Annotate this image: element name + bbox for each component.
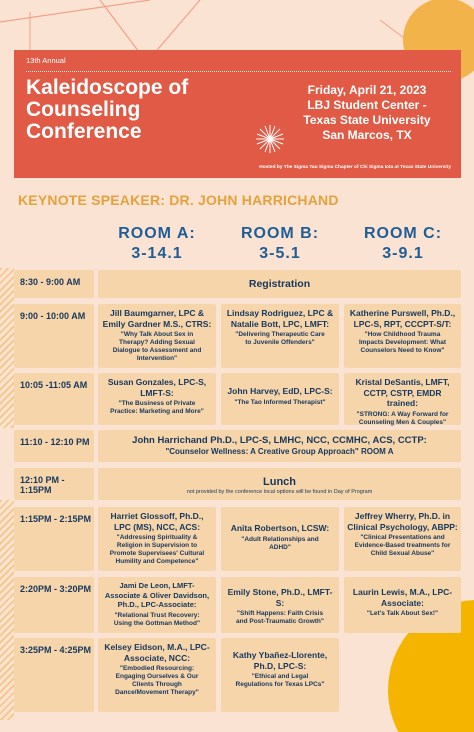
speaker-name: Harriet Glossoff, Ph.D., LPC (MS), NCC, ACS:: [110, 511, 204, 532]
time-slot: 1:15PM - 2:15PM: [14, 507, 94, 571]
time-slot: 9:00 - 10:00 AM: [14, 304, 94, 368]
session-topic: "Adult Relationships and ADHD": [241, 535, 319, 551]
session-cell: [344, 507, 461, 571]
speaker-name: Anita Robertson, LCSW:: [230, 523, 330, 533]
session-cell: [98, 507, 216, 571]
speaker-name: Katherine Purswell, Ph.D., LPC-S, RPT, CCCPT-S/T:: [349, 308, 456, 329]
session-topic: "Addressing Spirituality & Religion in Supervision to Promote Supervisees' Cultural Humility and Competence": [109, 534, 205, 565]
conference-title: Kaleidoscope of Counseling Conference: [26, 76, 189, 143]
session-topic: "Delivering Therapeutic Care to Juvenile Offenders": [235, 331, 325, 346]
speaker-name: Kelsey Eidson, M.A., LPC- Associate, NCC:: [104, 642, 210, 663]
session-cell: [98, 373, 216, 425]
host-credit: Hosted by The Sigma Tau Sigma Chapter of Chi Sigma Iota at Texas State University: [259, 165, 451, 170]
keynote-topic: "Counselor Wellness: A Creative Group Approach" ROOM A: [165, 447, 394, 456]
hatched-decoration: [0, 268, 14, 428]
session-cell: [98, 577, 216, 633]
session-cell: [344, 577, 461, 633]
session-topic: "STRONG: A Way Forward for Counseling Men & Couples": [356, 410, 449, 426]
session-topic: "Relational Trust Recovery: Using the Gottman Method": [113, 611, 201, 627]
time-slot: 12:10 PM - 1:15PM: [14, 468, 94, 500]
session-topic: "The Business of Private Practice: Marketing and More": [110, 400, 204, 415]
sunburst-icon: [255, 124, 285, 154]
session-topic: "Ethical and Legal Regulations for Texas LPCs": [235, 673, 325, 688]
session-topic: "The Tao Informed Therapist": [234, 398, 326, 406]
session-cell: [344, 304, 461, 368]
time-slot: 10:05 -11:05 AM: [14, 373, 94, 425]
session-cell: [98, 638, 216, 712]
session-topic: "Shift Happens: Faith Crisis and Post-Traumatic Growth": [236, 610, 324, 625]
time-slot: 2:20PM - 3:20PM: [14, 577, 94, 633]
lunch-note: not provided by the conference local options will be found in Day of Program: [186, 489, 373, 495]
session-cell: [221, 577, 339, 633]
session-cell: [98, 304, 216, 368]
speaker-name: Susan Gonzales, LPC-S, LMFT-S:: [107, 377, 207, 398]
lunch-cell: [98, 468, 461, 500]
room-a-heading: ROOM A: 3-14.1: [118, 225, 196, 262]
session-cell: [344, 373, 461, 425]
speaker-name: Lindsay Rodriguez, LPC & Natalie Bott, LPC, LMFT:: [226, 308, 334, 329]
keynote-session-cell: [98, 430, 461, 462]
time-slot: 8:30 - 9:00 AM: [14, 270, 94, 298]
session-cell: [221, 304, 339, 368]
session-topic: "How Childhood Trauma Impacts Development: What Counselors Need to Know": [358, 331, 447, 354]
keynote-speaker: John Harrichand Ph.D., LPC-S, LMHC, NCC, CCMHC, ACS, CCTP:: [132, 435, 427, 446]
speaker-name: Jeffrey Wherry, Ph.D. in Clinical Psychology, ABPP:: [347, 511, 458, 532]
date-location: Friday, April 21, 2023 LBJ Student Center - Texas State University San Marcos, TX: [303, 83, 431, 142]
session-topic: "Clinical Presentations and Evidence-Based treatments for Child Sexual Abuse": [354, 534, 451, 557]
time-slot: 11:10 - 12:10 PM: [14, 430, 94, 462]
speaker-name: Kathy Ybañez-Llorente, Ph.D, LPC-S:: [232, 650, 328, 671]
session-topic: "Let's Talk About Sex!": [366, 610, 439, 617]
time-slot: 3:25PM - 4:25PM: [14, 638, 94, 712]
hatched-decoration: [0, 500, 14, 720]
speaker-name: Kristal DeSantis, LMFT, CCTP, CSTP, EMDR trained:: [355, 377, 450, 408]
room-b-heading: ROOM B: 3-5.1: [240, 225, 320, 262]
line-decoration: [30, 12, 420, 50]
speaker-name: Laurin Lewis, M.A., LPC- Associate:: [352, 587, 453, 608]
header-banner: [14, 50, 461, 178]
speaker-name: Jill Baumgarner, LPC & Emily Gardner M.S., CTRS:: [102, 308, 212, 329]
keynote-heading: KEYNOTE SPEAKER: DR. JOHN HARRICHAND: [18, 192, 339, 208]
session-cell: [221, 507, 339, 571]
session-cell: [221, 373, 339, 425]
room-c-heading: ROOM C: 3-9.1: [363, 225, 443, 262]
lunch-label: Lunch: [263, 476, 296, 488]
edition-label: 13th Annual: [26, 56, 66, 65]
speaker-name: Emily Stone, Ph.D., LMFT-S:: [227, 587, 333, 608]
session-topic: "Why Talk About Sex in Therapy? Adding Sexual Dialogue to Assessment and Intervention": [112, 331, 202, 362]
registration-cell: Registration: [98, 270, 461, 298]
header-divider: [26, 71, 451, 72]
speaker-name: Jami De Leon, LMFT- Associate & Oliver Davidson, Ph.D., LPC-Associate:: [104, 581, 210, 609]
session-cell: [221, 638, 339, 712]
speaker-name: John Harvey, EdD, LPC-S:: [227, 386, 333, 396]
session-topic: "Embodied Resourcing: Engaging Ourselves & Our Clients Through Dance/Movement Therapy": [115, 665, 199, 696]
